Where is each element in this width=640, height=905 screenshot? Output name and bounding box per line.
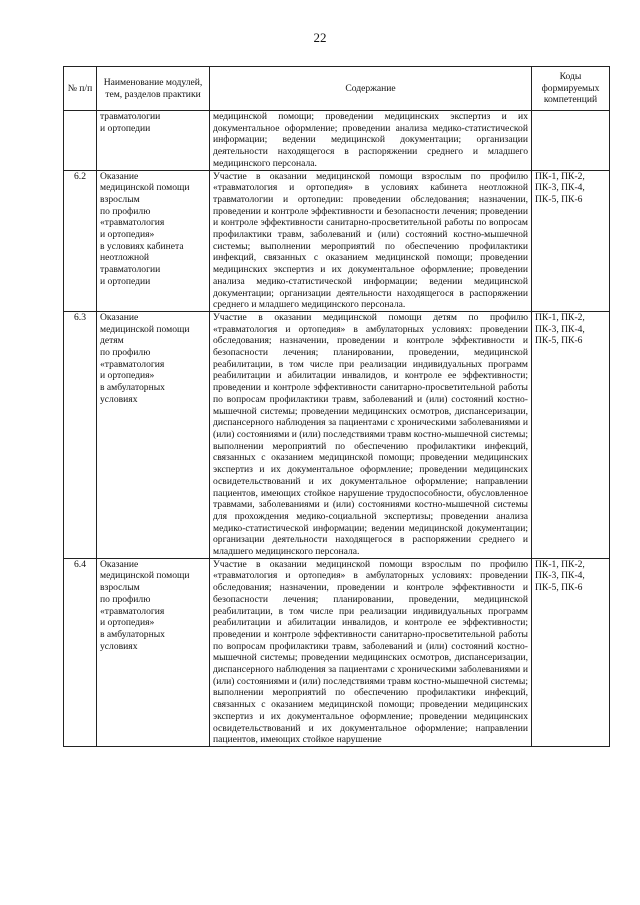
competency-code-line: ПК-3, ПК-4, xyxy=(535,570,585,582)
row-number: 6.2 xyxy=(64,170,97,311)
practice-content-table xyxy=(63,66,610,747)
page-number: 22 xyxy=(313,30,327,45)
module-name-line: травматологии xyxy=(100,264,161,276)
module-name-line: Оказание xyxy=(100,558,139,570)
header-number: № п/п xyxy=(64,67,97,111)
competency-code-line: ПК-5, ПК-6 xyxy=(535,193,583,205)
module-name-line: в условиях кабинета xyxy=(100,240,184,252)
module-name-line: и ортопедия» xyxy=(100,229,155,241)
row-competency-codes xyxy=(532,111,610,171)
module-name-line: по профилю xyxy=(100,593,151,605)
row-number: 6.4 xyxy=(64,558,97,746)
module-name-line: Оказание xyxy=(100,170,139,182)
header-competency-codes: Коды формируемых компетенций xyxy=(532,67,610,111)
module-name-line: взрослым xyxy=(100,193,140,205)
module-name-line: травматологии xyxy=(100,111,161,122)
competency-code-line: ПК-1, ПК-2, xyxy=(535,170,585,182)
row-module-name xyxy=(97,170,210,311)
module-name-line: в амбулаторных xyxy=(100,628,165,640)
competency-code-line: ПК-1, ПК-2, xyxy=(535,311,585,323)
module-name-line: в амбулаторных xyxy=(100,382,165,394)
competency-code-line: ПК-3, ПК-4, xyxy=(535,323,585,335)
row-competency-codes xyxy=(532,311,610,558)
module-name-line: неотложной xyxy=(100,252,150,264)
module-name-line: медицинской помощи xyxy=(100,323,190,335)
header-module-name: Наименование модулей, тем, разделов практики xyxy=(97,67,210,111)
table-row xyxy=(64,111,610,171)
module-name-line: и ортопедии xyxy=(100,122,151,134)
module-name-line: медицинской помощи xyxy=(100,182,190,194)
header-content: Содержание xyxy=(210,67,532,111)
table-row xyxy=(64,311,610,558)
module-name-line: по профилю xyxy=(100,205,151,217)
module-name-line: условиях xyxy=(100,393,138,405)
row-content: медицинской помощи; проведении медицинских экспертиз и их документальное оформление; проведении анализа медико-статистической информации; ведении медицинской документации; организации деятельности находящегося в распоряжении среднего и младшего медицинского персонала. xyxy=(210,111,532,171)
row-competency-codes xyxy=(532,170,610,311)
table-row xyxy=(64,558,610,746)
module-name-line: детям xyxy=(100,335,124,347)
module-name-line: и ортопедия» xyxy=(100,370,155,382)
row-module-name xyxy=(97,111,210,171)
module-name-line: «травматология xyxy=(100,605,165,617)
module-name-line: условиях xyxy=(100,640,138,652)
row-number xyxy=(64,111,97,171)
row-module-name xyxy=(97,311,210,558)
table-row xyxy=(64,170,610,311)
row-content: Участие в оказании медицинской помощи детям по профилю «травматология и ортопедия» в амбулаторных условиях: проведении обследования; назначении, проведении и контроле эффективности и безопасности лечения; планировании, проведении, медицинской реабилитации, в том числе при реализации индивидуальных программ реабилитации и абилитации инвалидов, и контроле ее эффективности; проведении и контроле эффективности санитарно-просветительной работы по вопросам профилактики травм, заболеваний и (или) состояний костно-мышечной системы; проведении медицинских осмотров, диспансеризации, диспансерного наблюдения за пациентами с хроническими заболеваниями и (или) состояниями и (или) последствиями травм костно-мышечной системы; выполнении мероприятий по обеспечению профилактики инфекций, связанных с оказанием медицинской помощи; проведении медицинских экспертиз и их документальное оформление; проведении медицинских освидетельствований и их документальное оформление; направлении пациентов, имеющих стойкое нарушение трудоспособности, обусловленное травмами, заболеваниями и (или) состояниями костно-мышечной системы для прохождения медико-социальной экспертизы; проведении анализа медико-статистической информации; ведении медицинской документации; организации деятельности находящегося в распоряжении среднего и младшего медицинского персонала. xyxy=(210,311,532,558)
competency-code-line: ПК-5, ПК-6 xyxy=(535,335,583,347)
row-competency-codes xyxy=(532,558,610,746)
module-name-line: по профилю xyxy=(100,347,151,359)
module-name-line: и ортопедия» xyxy=(100,617,155,629)
competency-code-line: ПК-5, ПК-6 xyxy=(535,582,583,594)
row-module-name xyxy=(97,558,210,746)
row-content: Участие в оказании медицинской помощи взрослым по профилю «травматология и ортопедия» в условиях кабинета неотложной травматологии и ортопедии: проведении обследования; назначении, проведении и контроле эффективности и безопасности лечения; проведении и контроле эффективности санитарно-просветительной работы по вопросам профилактики травм, заболеваний и (или) состояний костно-мышечной системы; выполнении мероприятий по обеспечению профилактики инфекций, связанных с оказанием медицинской помощи; проведении медицинских экспертиз и их документальное оформление; проведении анализа медико-статистической информации; ведении медицинской документации; организации деятельности находящегося в распоряжении среднего и младшего медицинского персонала. xyxy=(210,170,532,311)
competency-code-line: ПК-1, ПК-2, xyxy=(535,558,585,570)
module-name-line: и ортопедии xyxy=(100,275,151,287)
module-name-line: взрослым xyxy=(100,582,140,594)
row-content: Участие в оказании медицинской помощи взрослым по профилю «травматология и ортопедия» в амбулаторных условиях: проведении обследования; назначении, проведении и контроле эффективности и безопасности лечения; планировании, проведении, медицинской реабилитации, в том числе при реализации индивидуальных программ реабилитации и абилитации инвалидов, и контроле ее эффективности; проведении и контроле эффективности санитарно-просветительной работы по вопросам профилактики травм, заболеваний и (или) состояний костно-мышечной системы; проведении медицинских осмотров, диспансеризации, диспансерного наблюдения за пациентами с хроническими заболеваниями и (или) состояниями и (или) последствиями травм костно-мышечной системы; выполнении мероприятий по обеспечению профилактики инфекций, связанных с оказанием медицинской помощи; проведении медицинских экспертиз и их документальное оформление; проведении медицинских освидетельствований и их документальное оформление; направлении пациентов, имеющих стойкое нарушение xyxy=(210,558,532,746)
module-name-line: «травматология xyxy=(100,217,165,229)
module-name-line: Оказание xyxy=(100,311,139,323)
row-number: 6.3 xyxy=(64,311,97,558)
competency-code-line: ПК-3, ПК-4, xyxy=(535,182,585,194)
module-name-line: медицинской помощи xyxy=(100,570,190,582)
module-name-line: «травматология xyxy=(100,358,165,370)
